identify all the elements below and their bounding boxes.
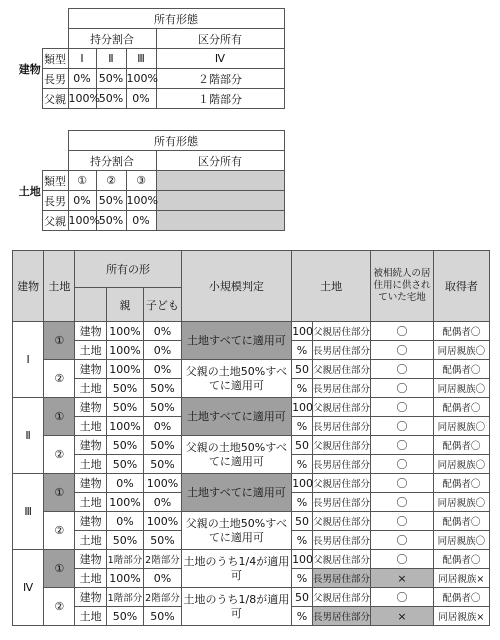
type-cell: ① (68, 171, 96, 191)
type-cell: Ⅳ (156, 49, 284, 69)
table-row (13, 588, 490, 607)
value-cell: 100% (68, 211, 96, 231)
value-cell: 100% (126, 191, 156, 211)
percent-cell: 50 (292, 360, 313, 379)
land-use-cell: 長男居住部分 (312, 569, 370, 588)
land-use-cell: 長男居住部分 (312, 531, 370, 550)
acquirer-cell: 配偶者〇 (433, 322, 489, 341)
judgment-cell: 父親の土地50%すべてに適用可 (181, 512, 291, 550)
kind-cell: 土地 (75, 493, 106, 512)
parent-share-cell: 50% (106, 436, 143, 455)
type-cell: Ⅱ (96, 49, 126, 69)
land-row-label: 土地 (18, 184, 41, 198)
parent-share-cell: 50% (106, 379, 143, 398)
land-use-cell: 長男居住部分 (312, 607, 370, 626)
resident-mark-cell: 〇 (371, 550, 433, 569)
col-header-land-use: 土地 (292, 251, 371, 322)
col-header-ownership: 所有の形 (75, 251, 181, 288)
table-row (13, 436, 490, 455)
judgment-cell: 土地のうち1/4が適用可 (181, 550, 291, 588)
child-share-cell: 2階部分 (144, 550, 181, 569)
type-cell: ② (96, 171, 126, 191)
resident-mark-cell: 〇 (371, 588, 433, 607)
value-cell: 0% (126, 89, 156, 109)
percent-cell: % (292, 531, 313, 550)
col-header-resident-land: 被相続人の居住用に供されていた宅地 (371, 251, 433, 322)
row-label: 長男 (42, 69, 68, 89)
child-share-cell: 50% (144, 531, 181, 550)
col-header-parent: 親 (106, 288, 143, 322)
percent-cell: 100 (292, 398, 313, 417)
land-type-cell: ② (44, 436, 75, 474)
child-share-cell: 0% (144, 569, 181, 588)
table-row (13, 398, 490, 417)
building-type-cell: Ⅰ (13, 322, 44, 398)
parent-share-cell: 100% (106, 493, 143, 512)
resident-mark-cell: × (371, 569, 433, 588)
child-share-cell: 0% (144, 493, 181, 512)
parent-share-cell: 0% (106, 474, 143, 493)
acquirer-cell: 配偶者〇 (433, 436, 489, 455)
judgment-cell: 父親の土地50%すべてに適用可 (181, 360, 291, 398)
value-cell: 50% (96, 89, 126, 109)
acquirer-cell: 配偶者〇 (433, 550, 489, 569)
kind-cell: 土地 (75, 379, 106, 398)
value-cell: 0% (68, 69, 96, 89)
kind-cell: 建物 (75, 588, 106, 607)
acquirer-cell: 配偶者〇 (433, 474, 489, 493)
percent-cell: 100 (292, 474, 313, 493)
value-cell: 100% (68, 89, 96, 109)
judgment-cell: 父親の土地50%すべてに適用可 (181, 436, 291, 474)
child-share-cell: 50% (144, 455, 181, 474)
child-share-cell: 50% (144, 379, 181, 398)
acquirer-cell: 同居親族〇 (433, 455, 489, 474)
sectional-header: 区分所有 (156, 151, 284, 171)
land-use-cell: 長男居住部分 (312, 379, 370, 398)
acquirer-cell: 同居親族〇 (433, 531, 489, 550)
value-cell: 0% (126, 211, 156, 231)
acquirer-cell: 配偶者〇 (433, 588, 489, 607)
co-ownership-header: 持分割合 (68, 29, 156, 49)
acquirer-cell: 同居親族× (433, 569, 489, 588)
acquirer-cell: 配偶者〇 (433, 512, 489, 531)
value-cell: 50% (96, 211, 126, 231)
resident-mark-cell: × (371, 607, 433, 626)
land-use-cell: 父親居住部分 (312, 398, 370, 417)
building-ownership-table (18, 8, 285, 109)
land-use-cell: 父親居住部分 (312, 436, 370, 455)
acquirer-cell: 同居親族× (433, 607, 489, 626)
acquirer-cell: 配偶者〇 (433, 360, 489, 379)
parent-share-cell: 50% (106, 455, 143, 474)
acquirer-cell: 配偶者〇 (433, 398, 489, 417)
kind-cell: 建物 (75, 360, 106, 379)
percent-cell: 50 (292, 588, 313, 607)
table-row (13, 474, 490, 493)
empty-shaded-cell (156, 171, 284, 191)
row-label: 父親 (42, 211, 68, 231)
parent-share-cell: 100% (106, 569, 143, 588)
ownership-header: 所有形態 (68, 9, 284, 29)
acquirer-cell: 同居親族〇 (433, 379, 489, 398)
child-share-cell: 100% (144, 512, 181, 531)
land-use-cell: 父親居住部分 (312, 322, 370, 341)
land-type-cell: ① (44, 474, 75, 512)
col-header-building: 建物 (13, 251, 44, 322)
kind-cell: 建物 (75, 436, 106, 455)
small-scale-judgment-table (12, 250, 490, 626)
resident-mark-cell: 〇 (371, 493, 433, 512)
land-use-cell: 父親居住部分 (312, 588, 370, 607)
land-use-cell: 長男居住部分 (312, 493, 370, 512)
child-share-cell: 0% (144, 417, 181, 436)
land-use-cell: 長男居住部分 (312, 455, 370, 474)
value-cell: 0% (68, 191, 96, 211)
resident-mark-cell: 〇 (371, 322, 433, 341)
resident-mark-cell: 〇 (371, 341, 433, 360)
land-use-cell: 長男居住部分 (312, 341, 370, 360)
percent-cell: % (292, 493, 313, 512)
percent-cell: 50 (292, 512, 313, 531)
table-row (13, 550, 490, 569)
judgment-cell: 土地のうち1/8が適用可 (181, 588, 291, 626)
table-row (13, 512, 490, 531)
child-share-cell: 2階部分 (144, 588, 181, 607)
land-use-cell: 父親居住部分 (312, 360, 370, 379)
building-row-label: 建物 (18, 62, 41, 76)
percent-cell: % (292, 379, 313, 398)
parent-share-cell: 100% (106, 360, 143, 379)
child-share-cell: 50% (144, 398, 181, 417)
resident-mark-cell: 〇 (371, 398, 433, 417)
value-cell: １階部分 (156, 89, 284, 109)
resident-mark-cell: 〇 (371, 531, 433, 550)
parent-share-cell: 50% (106, 398, 143, 417)
percent-cell: 100 (292, 550, 313, 569)
col-header-judgment: 小規模判定 (181, 251, 291, 322)
parent-share-cell: 1階部分 (106, 588, 143, 607)
resident-mark-cell: 〇 (371, 512, 433, 531)
percent-cell: 50 (292, 436, 313, 455)
parent-share-cell: 50% (106, 531, 143, 550)
value-cell: 50% (96, 69, 126, 89)
kind-cell: 土地 (75, 455, 106, 474)
child-share-cell: 50% (144, 607, 181, 626)
parent-share-cell: 50% (106, 607, 143, 626)
child-share-cell: 0% (144, 322, 181, 341)
judgment-cell: 土地すべてに適用可 (181, 398, 291, 436)
building-type-cell: Ⅳ (13, 550, 44, 626)
kind-cell: 建物 (75, 398, 106, 417)
resident-mark-cell: 〇 (371, 417, 433, 436)
land-type-cell: ① (44, 322, 75, 360)
parent-share-cell: 100% (106, 341, 143, 360)
percent-cell: % (292, 341, 313, 360)
resident-mark-cell: 〇 (371, 474, 433, 493)
parent-share-cell: 100% (106, 322, 143, 341)
table-row (13, 360, 490, 379)
type-label: 類型 (42, 171, 68, 191)
percent-cell: 100 (292, 322, 313, 341)
judgment-cell: 土地すべてに適用可 (181, 322, 291, 360)
value-cell: 50% (96, 191, 126, 211)
kind-cell: 建物 (75, 474, 106, 493)
resident-mark-cell: 〇 (371, 379, 433, 398)
parent-share-cell: 100% (106, 417, 143, 436)
kind-cell: 土地 (75, 607, 106, 626)
land-type-cell: ① (44, 550, 75, 588)
percent-cell: % (292, 607, 313, 626)
building-type-cell: Ⅲ (13, 474, 44, 550)
land-type-cell: ② (44, 360, 75, 398)
type-cell: Ⅰ (68, 49, 96, 69)
resident-mark-cell: 〇 (371, 455, 433, 474)
land-use-cell: 父親居住部分 (312, 550, 370, 569)
percent-cell: % (292, 569, 313, 588)
child-share-cell: 0% (144, 341, 181, 360)
resident-mark-cell: 〇 (371, 436, 433, 455)
row-label: 父親 (42, 89, 68, 109)
ownership-header: 所有形態 (68, 131, 284, 151)
row-label: 長男 (42, 191, 68, 211)
kind-cell: 土地 (75, 569, 106, 588)
land-type-cell: ① (44, 398, 75, 436)
type-label: 類型 (42, 49, 68, 69)
child-share-cell: 100% (144, 474, 181, 493)
empty-shaded-cell (156, 191, 284, 211)
land-type-cell: ② (44, 588, 75, 626)
table-row (13, 322, 490, 341)
building-type-cell: Ⅱ (13, 398, 44, 474)
kind-cell: 土地 (75, 341, 106, 360)
land-type-cell: ② (44, 512, 75, 550)
empty-shaded-cell (156, 211, 284, 231)
child-share-cell: 0% (144, 360, 181, 379)
col-header-land: 土地 (44, 251, 75, 322)
kind-cell: 土地 (75, 417, 106, 436)
value-cell: 100% (126, 69, 156, 89)
acquirer-cell: 同居親族〇 (433, 417, 489, 436)
type-cell: ③ (126, 171, 156, 191)
resident-mark-cell: 〇 (371, 360, 433, 379)
acquirer-cell: 同居親族〇 (433, 341, 489, 360)
type-cell: Ⅲ (126, 49, 156, 69)
percent-cell: % (292, 417, 313, 436)
col-header-child: 子ども (144, 288, 181, 322)
sectional-header: 区分所有 (156, 29, 284, 49)
kind-cell: 建物 (75, 322, 106, 341)
co-ownership-header: 持分割合 (68, 151, 156, 171)
kind-cell: 土地 (75, 531, 106, 550)
kind-cell: 建物 (75, 550, 106, 569)
land-ownership-table (18, 130, 285, 231)
kind-cell: 建物 (75, 512, 106, 531)
judgment-cell: 土地すべてに適用可 (181, 474, 291, 512)
value-cell: ２階部分 (156, 69, 284, 89)
land-use-cell: 父親居住部分 (312, 512, 370, 531)
col-header-acquirer: 取得者 (433, 251, 489, 322)
land-use-cell: 父親居住部分 (312, 474, 370, 493)
land-use-cell: 長男居住部分 (312, 417, 370, 436)
acquirer-cell: 同居親族〇 (433, 493, 489, 512)
parent-share-cell: 1階部分 (106, 550, 143, 569)
parent-share-cell: 0% (106, 512, 143, 531)
child-share-cell: 50% (144, 436, 181, 455)
percent-cell: % (292, 455, 313, 474)
